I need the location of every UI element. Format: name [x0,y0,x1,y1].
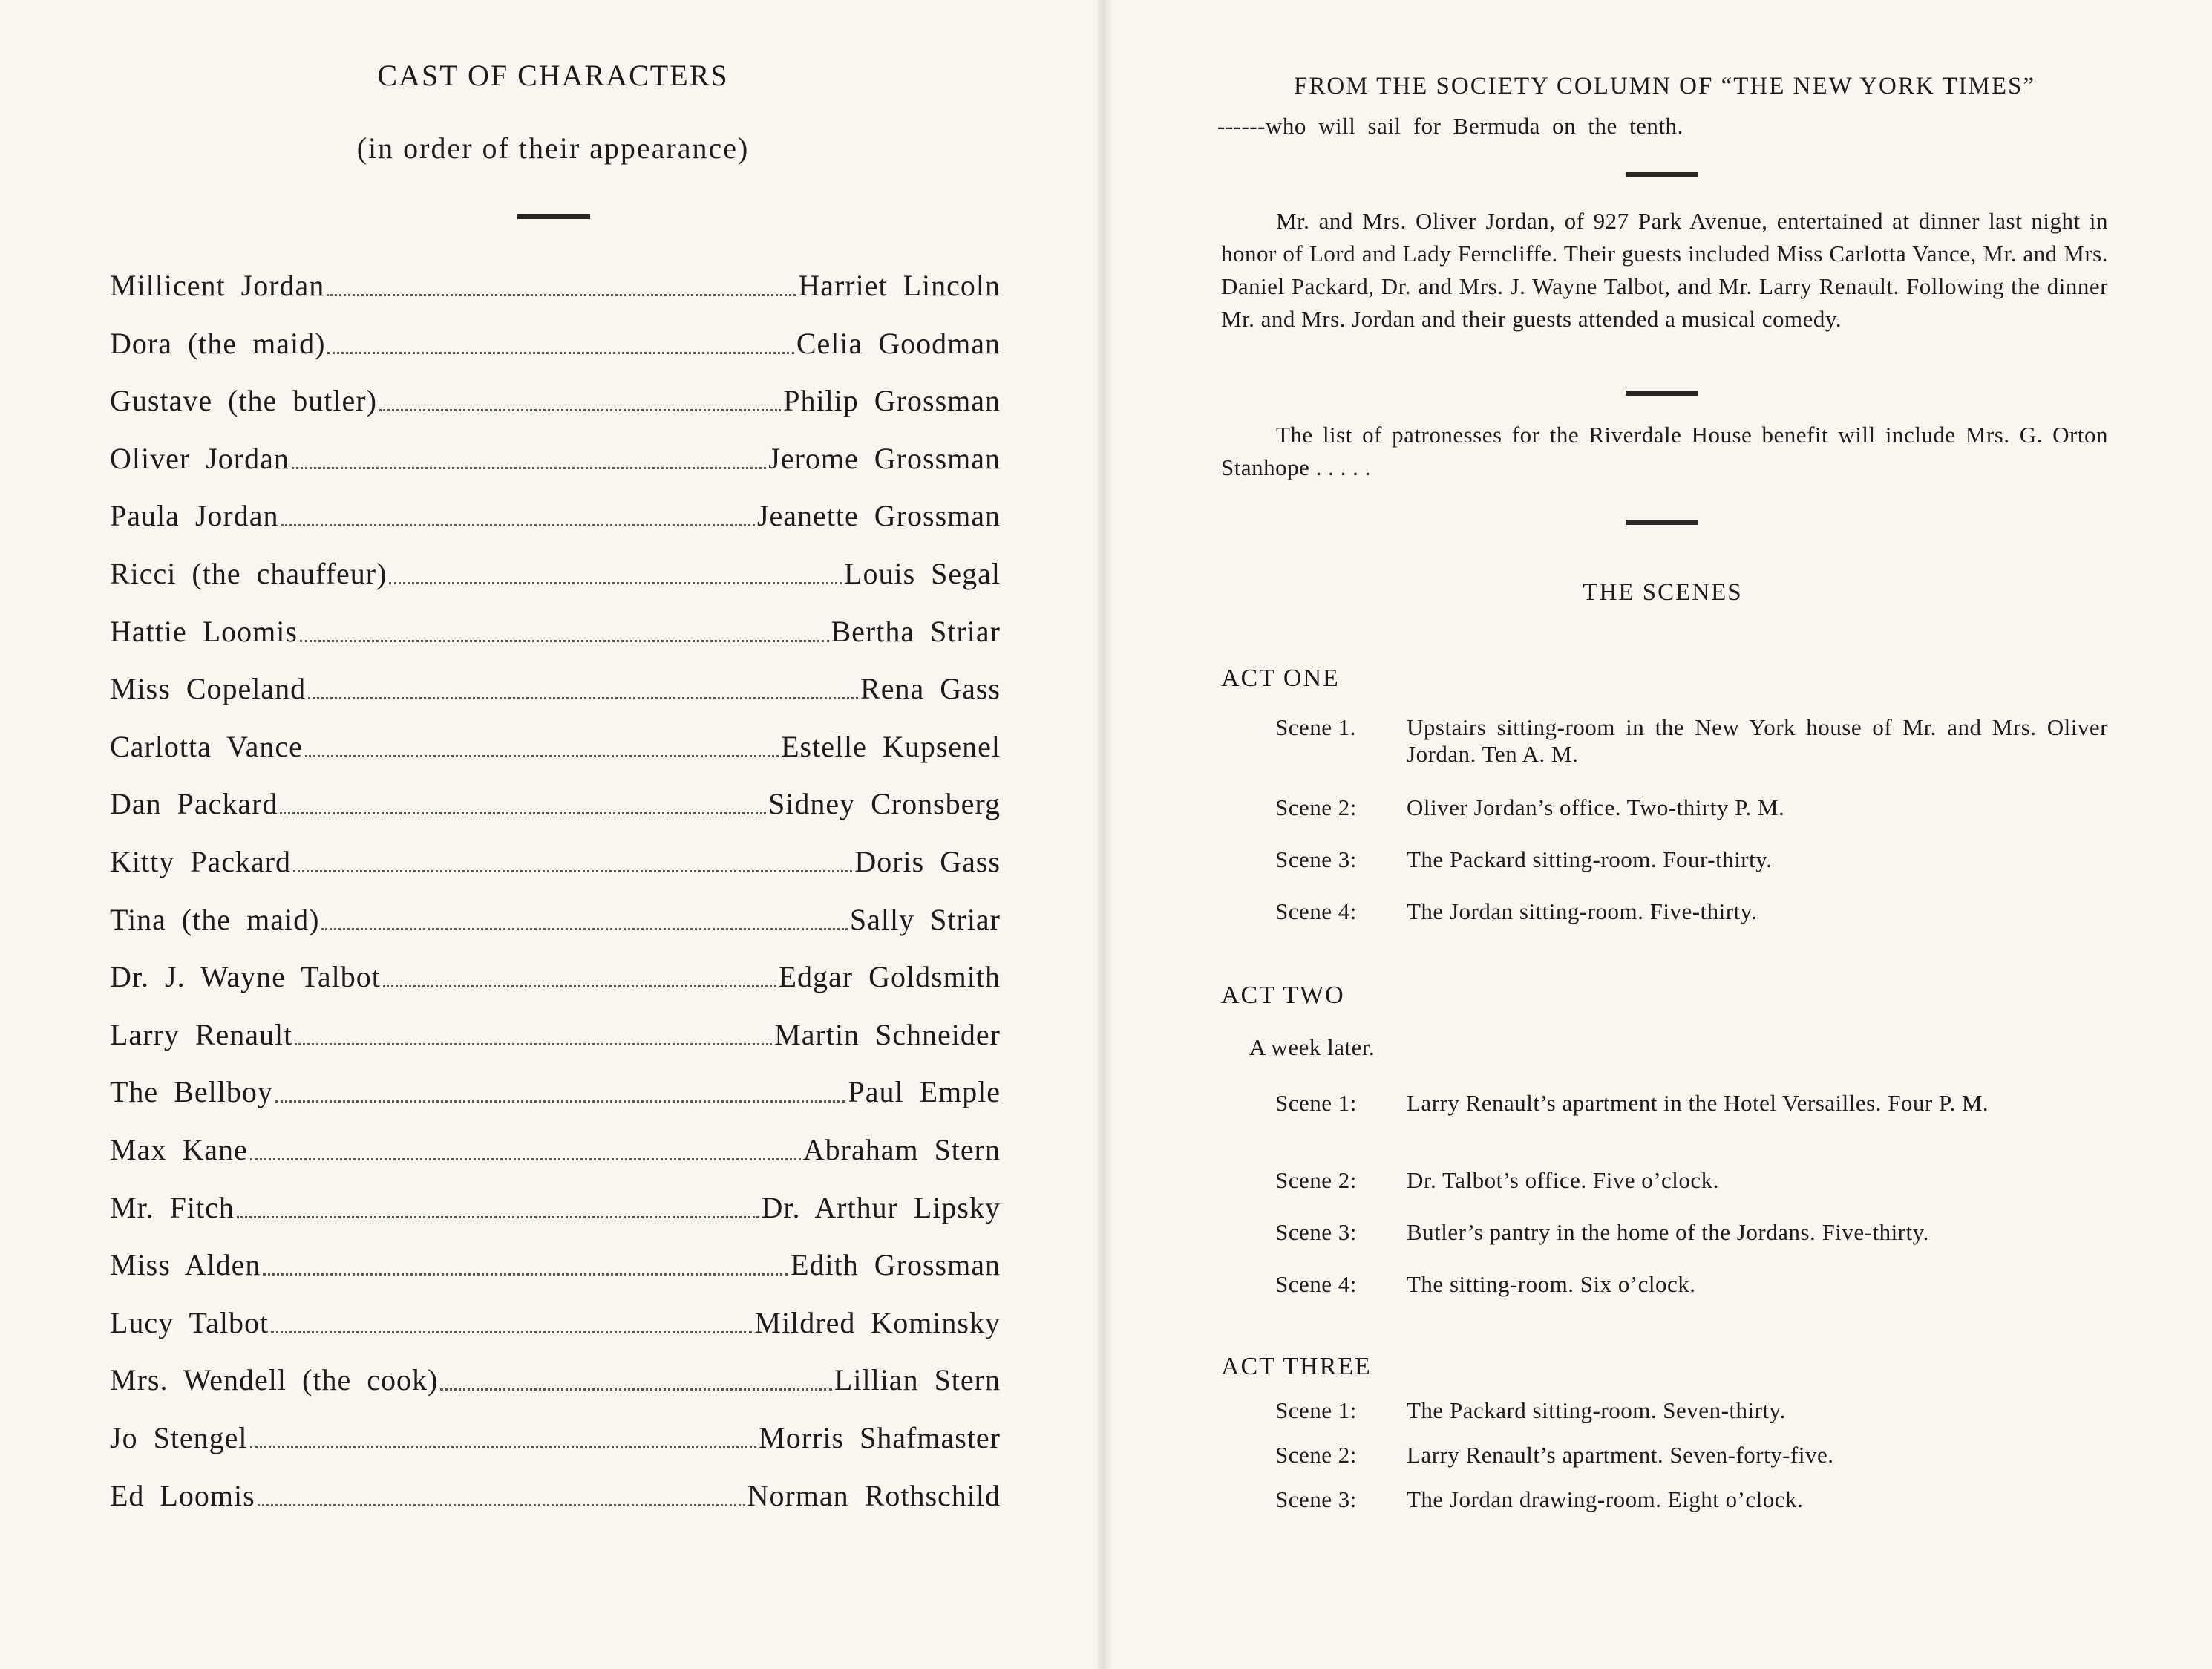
cast-actor: Edith Grossman [791,1248,1001,1281]
scene-label: Scene 1: [1275,1090,1357,1116]
cast-role: Mrs. Wendell (the cook) [110,1363,439,1397]
cast-row [110,1123,1001,1167]
cast-actor: Morris Shafmaster [759,1421,1001,1454]
dot-leader [263,1273,788,1276]
cast-role: Mr. Fitch [110,1191,235,1224]
cast-row [110,1411,1001,1455]
scene-text: The sitting-room. Six o’clock. [1407,1271,1696,1297]
dot-leader [389,582,842,584]
dot-leader [271,1331,752,1333]
dot-leader [440,1388,832,1391]
cast-role: Max Kane [110,1133,248,1166]
cast-role: Larry Renault [110,1018,293,1051]
dinner-paragraph: Mr. and Mrs. Oliver Jordan, of 927 Park Avenue, entertained at dinner last night in honor of Lord and Lady Ferncliffe. Their guests included Miss Carlotta Vance, Mr. and Mrs. Daniel Packard, Dr. and Mrs. J. Wayne Talbot, and Mr. Larry Renault. Following the dinner Mr. and Mrs. Jordan and their guests attended a musical comedy. [1221,208,2108,332]
cast-role: Miss Copeland [110,672,307,705]
scene-label: Scene 4: [1275,1271,1357,1297]
cast-role: Lucy Talbot [110,1306,269,1339]
cast-row [110,1065,1001,1109]
patronesses-paragraph: The list of patronesses for the Riverdale House benefit will include Mrs. G. Orton Stanhope . . . . . [1221,422,2108,480]
cast-actor: Jerome Grossman [768,442,1001,475]
cast-row [110,777,1001,821]
cast-row [110,662,1001,706]
cast-actor: Paul Emple [848,1075,1001,1108]
cast-role: Dan Packard [110,787,278,820]
scene-label: Scene 4: [1275,898,1357,924]
society-heading: FROM THE SOCIETY COLUMN OF “THE NEW YORK TIMES” [1293,73,2036,99]
cast-actor: Lillian Stern [834,1363,1001,1397]
cast-role: Dr. J. Wayne Talbot [110,960,381,993]
cast-row [110,1007,1001,1052]
cast-actor: Sidney Cronsberg [768,787,1001,820]
act-three-title: ACT THREE [1221,1353,1372,1380]
cast-role: Millicent Jordan [110,269,325,302]
scene-label: Scene 3: [1275,1219,1357,1245]
cast-actor: Norman Rothschild [747,1479,1001,1512]
scene-text: Oliver Jordan’s office. Two-thirty P. M. [1407,794,1785,820]
society-divider-1 [1626,172,1698,177]
dot-leader [379,409,781,411]
cast-row [110,604,1001,649]
dot-leader [250,1446,757,1448]
cast-actor: Jeanette Grossman [756,499,1001,532]
cast-row [110,1296,1001,1340]
cast-row [110,1469,1001,1513]
cast-role: Kitty Packard [110,845,292,878]
dot-leader [275,1100,846,1103]
scene-text: The Packard sitting-room. Seven-thirty. [1407,1397,1786,1423]
scene-text: The Packard sitting-room. Four-thirty. [1407,846,1773,872]
cast-row [110,1353,1001,1397]
scenes-heading: THE SCENES [1583,579,1743,606]
scene-text: Upstairs sitting-room in the New York house of Mr. and Mrs. Oliver Jordan. Ten A. M. [1407,714,2108,767]
cast-role: Carlotta Vance [110,730,303,763]
scene-text: Dr. Talbot’s office. Five o’clock. [1407,1167,1719,1193]
dot-leader [308,697,858,699]
cast-role: Gustave (the butler) [110,384,377,417]
dot-leader [280,812,766,814]
scene-text: Larry Renault’s apartment in the Hotel Versailles. Four P. M. [1407,1090,1989,1116]
cast-actor: Bertha Striar [831,615,1001,648]
act-two-title: ACT TWO [1221,982,1345,1009]
scene-label: Scene 2: [1275,1442,1357,1468]
dot-leader [237,1216,759,1218]
cast-row [110,1238,1001,1282]
cast-row [110,719,1001,764]
dot-leader [293,870,852,872]
dot-leader [258,1504,745,1506]
scene-text: Butler’s pantry in the home of the Jordans. Five-thirty. [1407,1219,1929,1245]
cast-divider [517,214,590,219]
cast-row [110,373,1001,418]
cast-actor: Dr. Arthur Lipsky [761,1191,1001,1224]
cast-role: Oliver Jordan [110,442,289,475]
scene-label: Scene 3: [1275,1486,1357,1512]
cast-actor: Doris Gass [854,845,1001,878]
cast-role: Dora (the maid) [110,327,326,360]
scene-text: The Jordan drawing-room. Eight o’clock. [1407,1486,1804,1512]
cast-role: Paula Jordan [110,499,279,532]
cast-role: Jo Stengel [110,1421,248,1454]
dot-leader [327,294,796,296]
cast-actor: Abraham Stern [802,1133,1001,1166]
dot-leader [305,755,779,757]
cast-row [110,316,1001,361]
page-fold [1097,0,1112,1669]
scene-label: Scene 2: [1275,1167,1357,1193]
cast-row [110,1180,1001,1225]
cast-actor: Martin Schneider [774,1018,1001,1051]
scene-text: Larry Renault’s apartment. Seven-forty-five. [1407,1442,1834,1468]
dot-leader [295,1043,772,1045]
society-divider-2 [1626,391,1698,396]
cast-actor: Harriet Lincoln [798,269,1001,302]
cast-role: Tina (the maid) [110,903,320,936]
dot-leader [292,467,766,469]
cast-actor: Celia Goodman [796,327,1001,360]
scene-text: The Jordan sitting-room. Five-thirty. [1407,898,1757,924]
cast-row [110,546,1001,591]
scene-label: Scene 1: [1275,1397,1357,1423]
cast-actor: Sally Striar [849,903,1001,936]
cast-row [110,892,1001,937]
cast-role: Hattie Loomis [110,615,298,648]
dot-leader [250,1158,801,1160]
cast-subtitle: (in order of their appearance) [356,131,750,165]
cast-actor: Mildred Kominsky [754,1306,1001,1339]
scene-label: Scene 1. [1275,714,1357,740]
cast-actor: Estelle Kupsenel [781,730,1001,763]
dot-leader [327,352,793,354]
scene-label: Scene 2: [1275,794,1357,820]
cast-row [110,258,1001,303]
cast-row [110,950,1001,994]
scene-label: Scene 3: [1275,846,1357,872]
dot-leader [321,928,848,930]
cast-role: Miss Alden [110,1248,261,1281]
dot-leader [383,985,776,987]
cast-row [110,431,1001,476]
act-one-title: ACT ONE [1221,664,1340,692]
cast-row [110,834,1001,879]
cast-actor: Philip Grossman [783,384,1001,417]
cast-actor: Edgar Goldsmith [778,960,1001,993]
cast-title: CAST OF CHARACTERS [377,59,729,92]
cast-role: Ed Loomis [110,1479,255,1512]
cast-role: The Bellboy [110,1075,273,1108]
society-line: ------who will sail for Bermuda on the tenth. [1217,113,1683,139]
society-divider-3 [1626,520,1698,525]
act-two-note: A week later. [1249,1034,1375,1060]
cast-actor: Louis Segal [844,557,1001,590]
dot-leader [281,524,755,526]
cast-role: Ricci (the chauffeur) [110,557,387,590]
dot-leader [300,640,829,642]
cast-row [110,489,1001,533]
cast-actor: Rena Gass [860,672,1001,705]
